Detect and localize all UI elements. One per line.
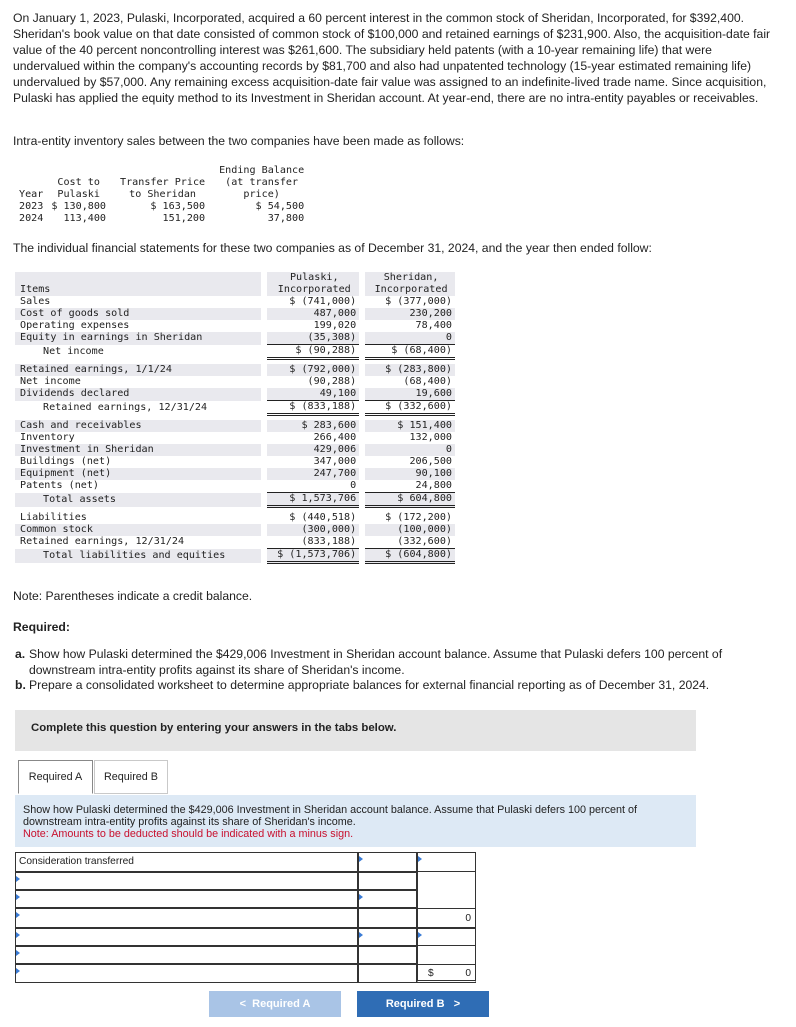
fs-row-label: Cash and receivables xyxy=(15,420,264,432)
answer-label-input[interactable] xyxy=(15,964,358,983)
inv-cell: $ 130,800 xyxy=(51,201,107,212)
fs-sheridan-value: (332,600) xyxy=(362,536,455,549)
fs-row-label: Buildings (net) xyxy=(20,456,112,467)
financial-statements-table xyxy=(15,272,455,564)
input-marker-icon xyxy=(16,876,20,882)
fs-sheridan-value: 90,100 xyxy=(362,468,455,480)
inv-cell: 37,800 xyxy=(267,213,305,224)
table-row xyxy=(15,364,455,376)
fs-row-label: Retained earnings, 12/31/24 xyxy=(43,401,208,413)
fs-sheridan-value: 0 xyxy=(362,444,455,456)
answer-input[interactable] xyxy=(358,946,417,964)
fs-pulaski-value: $ (792,000) xyxy=(264,364,362,376)
fs-pulaski-value: 199,020 xyxy=(264,320,362,332)
fs-sheridan-value: 132,000 xyxy=(362,432,455,444)
fs-row-label: Cost of goods sold xyxy=(15,308,264,320)
fs-sheridan-value: (100,000) xyxy=(362,524,455,536)
answer-input[interactable] xyxy=(358,928,417,946)
fs-header-items: Items xyxy=(15,272,264,296)
answer-input[interactable] xyxy=(358,852,417,872)
input-marker-icon xyxy=(359,856,363,862)
fs-sheridan-value: $ 151,400 xyxy=(362,420,455,432)
fs-pulaski-value: 266,400 xyxy=(264,432,362,444)
subtotal-cell xyxy=(417,908,476,928)
question-banner xyxy=(15,710,696,751)
required-a xyxy=(13,646,773,678)
answer-empty-cell xyxy=(417,872,476,890)
table-row xyxy=(15,549,455,563)
answer-empty-cell xyxy=(417,890,476,908)
fs-row-label: Inventory xyxy=(20,432,75,443)
fs-row-label: Investment in Sheridan xyxy=(15,444,264,456)
fs-row-label: Patents (net) xyxy=(20,480,100,492)
inventory-table xyxy=(15,165,308,225)
table-row xyxy=(15,213,308,225)
problem-intro: On January 1, 2023, Pulaski, Incorporated, acquired a 60 percent interest in the common stock of Sheridan, Incorporated, for $392,400. Sheridan's book value on that date consisted of common stock of $100,000 and retained earnings of $231,900. Also, the acquisition-date fair value of the 40 percent noncontrolling interest was $261,600. The subsidiary held patents (with a 10-year remaining life) that were undervalued within the company's accounting records by $81,700 and also had unpatented technology (15-year estimated remaining life) undervalued by $57,000. Any remaining excess acquisition-date fair value was assigned to an indefinite-lived trade name. Since acquisition, Pulaski has applied the equity method to its Investment in Sheridan account. At year-end, there are no intra-entity payables or receivables. xyxy=(13,11,771,105)
fs-pulaski-value: $ (741,000) xyxy=(264,296,362,308)
answer-label-input[interactable] xyxy=(15,872,358,890)
fs-row-label: Equity in earnings in Sheridan xyxy=(15,332,264,345)
answer-label-input[interactable] xyxy=(15,890,358,908)
fs-sheridan-value: 230,200 xyxy=(362,308,455,320)
table-row xyxy=(15,320,455,332)
fs-row-label: Operating expenses xyxy=(20,320,130,331)
fs-row-label: Dividends declared xyxy=(15,388,264,401)
fs-header-sheridan: Sheridan, Incorporated xyxy=(362,272,455,296)
answer-input[interactable] xyxy=(358,964,417,983)
fs-sheridan-value: $ 604,800 xyxy=(362,493,455,507)
subtotal-value: 0 xyxy=(465,913,471,924)
table-row xyxy=(15,432,455,444)
total-value: 0 xyxy=(465,968,471,979)
answer-input[interactable] xyxy=(358,890,417,908)
answer-empty-cell xyxy=(417,946,476,964)
fs-pulaski-value: 487,000 xyxy=(264,308,362,320)
fs-header-pulaski: Pulaski, Incorporated xyxy=(264,272,362,296)
fs-sheridan-value: 19,600 xyxy=(362,388,455,401)
input-marker-icon xyxy=(16,932,20,938)
tab-required-a[interactable]: Required A xyxy=(18,760,93,794)
fs-row-label: Total liabilities and equities xyxy=(15,549,264,563)
table-row xyxy=(15,493,455,507)
fs-pulaski-value: 429,006 xyxy=(264,444,362,456)
input-marker-icon xyxy=(16,968,20,974)
prev-button-label: Required A xyxy=(252,998,311,1010)
fs-sheridan-value: $ (283,800) xyxy=(362,364,455,376)
inv-cell: $ 163,500 xyxy=(150,201,206,212)
required-b-text: Prepare a consolidated worksheet to determine appropriate balances for external financial reporting as of December 31, 2024. xyxy=(29,678,710,692)
table-row xyxy=(15,420,455,432)
answer-input[interactable] xyxy=(417,928,476,946)
fs-sheridan-value: 0 xyxy=(362,332,455,345)
next-button-label: Required B xyxy=(385,998,445,1010)
fs-sheridan-value: 78,400 xyxy=(362,320,455,332)
required-b xyxy=(13,677,773,693)
table-row xyxy=(15,480,455,493)
total-cell xyxy=(417,964,476,983)
instruction-text: Show how Pulaski determined the $429,006 Investment in Sheridan account balance. Assume that Pulaski defers 100 percent of downstream intra-entity profits against its share of Sheridan's income. xyxy=(23,804,637,828)
required-a-label: a. xyxy=(15,647,26,661)
input-marker-icon xyxy=(418,856,422,862)
answer-label-input[interactable] xyxy=(15,946,358,964)
inv-cell: 113,400 xyxy=(63,213,107,224)
table-row xyxy=(15,456,455,468)
fs-row-label: Retained earnings, 12/31/24 xyxy=(20,536,185,548)
fs-sheridan-value: $ (604,800) xyxy=(362,549,455,563)
fs-pulaski-value: (90,288) xyxy=(264,376,362,388)
answer-label-input[interactable] xyxy=(15,928,358,946)
fs-sheridan-value: 206,500 xyxy=(362,456,455,468)
table-row xyxy=(15,308,455,320)
fs-pulaski-value: (35,308) xyxy=(264,332,362,345)
answer-input[interactable] xyxy=(358,872,417,890)
fs-pulaski-value: 49,100 xyxy=(264,388,362,401)
fs-sheridan-value: $ (68,400) xyxy=(362,345,455,359)
required-b-label: b. xyxy=(15,678,26,692)
required-heading: Required: xyxy=(13,620,70,634)
credit-note: Note: Parentheses indicate a credit balance. xyxy=(13,589,253,603)
fs-sheridan-value: $ (172,200) xyxy=(362,512,455,524)
inv-cell: 2024 xyxy=(19,213,44,224)
inv-cell: 2023 xyxy=(19,201,44,212)
fs-pulaski-value: $ (833,188) xyxy=(264,401,362,415)
table-row xyxy=(15,444,455,456)
fs-row-label: Net income xyxy=(20,376,81,387)
inv-header-transfer: Transfer Price to Sheridan xyxy=(120,177,206,200)
fs-row-label: Equipment (net) xyxy=(15,468,264,480)
fs-row-label: Liabilities xyxy=(20,512,87,523)
fs-sheridan-value: $ (332,600) xyxy=(362,401,455,415)
total-currency: $ xyxy=(428,968,434,979)
prev-button[interactable] xyxy=(209,991,341,1017)
input-marker-icon xyxy=(359,932,363,938)
instruction-note: Note: Amounts to be deducted should be indicated with a minus sign. xyxy=(23,828,354,840)
fs-pulaski-value: $ (440,518) xyxy=(264,512,362,524)
answer-input[interactable] xyxy=(417,852,476,872)
fs-pulaski-value: $ 1,573,706 xyxy=(264,493,362,507)
fs-sheridan-value: $ (377,000) xyxy=(362,296,455,308)
fs-pulaski-value: $ 283,600 xyxy=(264,420,362,432)
fs-row-label: Common stock xyxy=(15,524,264,536)
fs-sheridan-value: (68,400) xyxy=(362,376,455,388)
required-a-text: Show how Pulaski determined the $429,006 Investment in Sheridan account balance. Assume that Pulaski defers 100 percent of downstream intra-entity profits against its share of Sheridan's income. xyxy=(29,647,723,677)
fs-sheridan-value: 24,800 xyxy=(362,480,455,493)
input-marker-icon xyxy=(16,894,20,900)
input-marker-icon xyxy=(16,912,20,918)
table-row xyxy=(15,524,455,536)
input-marker-icon xyxy=(16,950,20,956)
fs-pulaski-value: 347,000 xyxy=(264,456,362,468)
table-row xyxy=(15,536,455,549)
table-row xyxy=(15,468,455,480)
fs-row-label: Retained earnings, 1/1/24 xyxy=(15,364,264,376)
answer-label-cell xyxy=(15,852,358,872)
inv-header-cost: Cost to Pulaski xyxy=(57,177,100,200)
inventory-intro: Intra-entity inventory sales between the two companies have been made as follows: xyxy=(13,134,465,148)
table-row xyxy=(15,201,308,213)
table-row xyxy=(15,388,455,401)
table-row xyxy=(15,512,455,524)
table-row xyxy=(15,376,455,388)
answer-label-input[interactable] xyxy=(15,908,358,928)
fs-pulaski-value: $ (1,573,706) xyxy=(264,549,362,563)
fs-row-label: Net income xyxy=(43,345,104,357)
table-row xyxy=(15,345,455,359)
input-marker-icon xyxy=(359,894,363,900)
answer-input[interactable] xyxy=(358,908,417,928)
next-button[interactable] xyxy=(357,991,489,1017)
table-row xyxy=(15,296,455,308)
fs-pulaski-value: $ (90,288) xyxy=(264,345,362,359)
fs-row-label: Sales xyxy=(20,296,51,307)
fs-pulaski-value: 247,700 xyxy=(264,468,362,480)
inv-cell: $ 54,500 xyxy=(255,201,305,212)
fs-row-label: Total assets xyxy=(15,493,264,507)
tab-required-b[interactable]: Required B xyxy=(94,760,168,794)
inv-header-year: Year xyxy=(19,189,44,200)
statements-intro: The individual financial statements for these two companies as of December 31, 2024, and the year then ended follow: xyxy=(13,241,652,255)
instruction-panel xyxy=(15,795,696,847)
consideration-label: Consideration transferred xyxy=(19,856,134,867)
chevron-right-icon: > xyxy=(453,998,461,1010)
fs-pulaski-value: 0 xyxy=(264,480,362,493)
fs-pulaski-value: (300,000) xyxy=(264,524,362,536)
table-row xyxy=(15,332,455,345)
fs-pulaski-value: (833,188) xyxy=(264,536,362,549)
table-row xyxy=(15,401,455,415)
question-banner-text: Complete this question by entering your answers in the tabs below. xyxy=(31,722,397,734)
input-marker-icon xyxy=(418,932,422,938)
chevron-left-icon: < xyxy=(239,998,247,1010)
inv-cell: 151,200 xyxy=(162,213,206,224)
inv-header-ending: Ending Balance (at transfer price) xyxy=(219,165,305,200)
